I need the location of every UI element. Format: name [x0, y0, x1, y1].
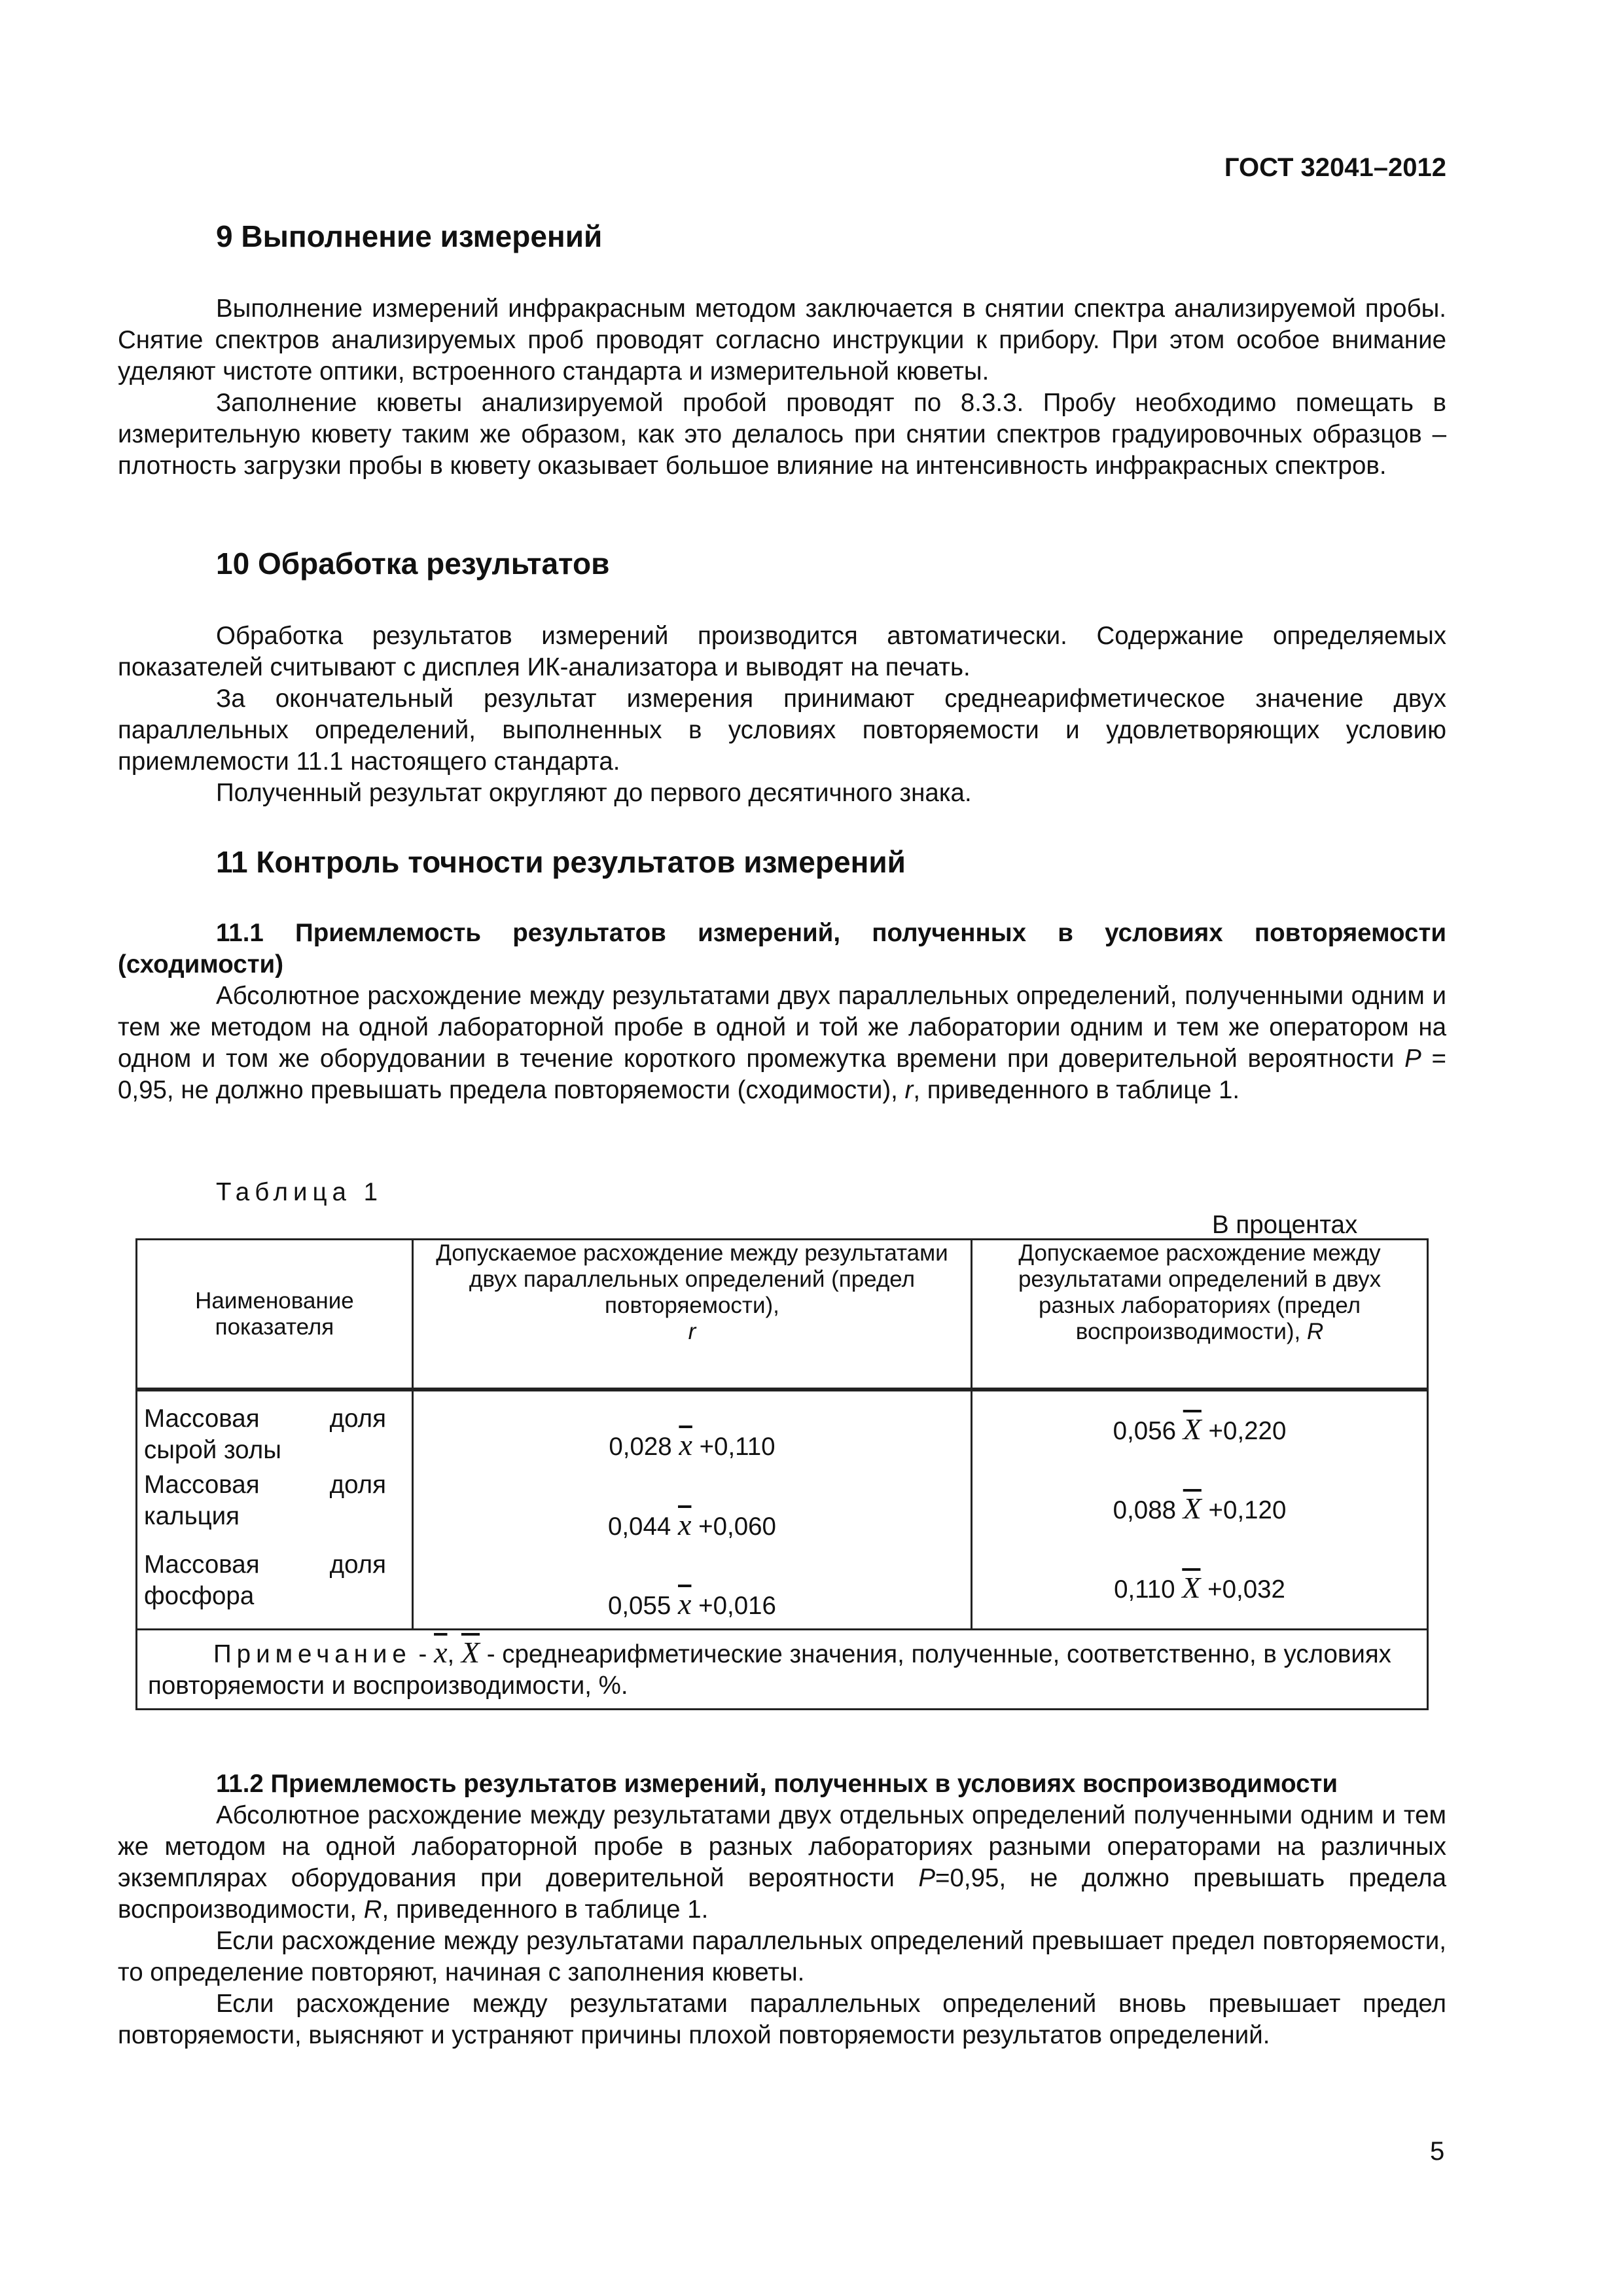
row-R-phosphorus	[972, 1549, 1428, 1629]
coefficient: 0,110	[1114, 1575, 1175, 1604]
symbol-X-bar: $\overline{X}$	[1183, 1491, 1202, 1525]
table-row	[137, 1549, 1428, 1629]
row-name-calcium	[137, 1469, 413, 1549]
text-run: Абсолютное расхождение между результатами двух параллельных определений, полученными одним и тем же методом на одной лабораторной пробе в одной и той же лаборатории одним и тем же оператором на одном и том же оборудовании в течение короткого промежутка времени при доверительной вероятности	[118, 982, 1446, 1073]
row-name-part: Массовая	[144, 1471, 260, 1499]
note-text: - среднеарифметические значения, полученные, соответственно, в условиях повторяемости и воспроизводимости, %.	[148, 1640, 1391, 1700]
header-reproducibility	[972, 1240, 1428, 1390]
row-r-phosphorus	[412, 1549, 971, 1629]
symbol-P: P	[918, 1864, 936, 1892]
table-unit: В процентах	[1212, 1211, 1358, 1239]
header-text: Допускаемое расхождение между результатами определений в двух разных лабораториях (предел воспроизводимости),	[1018, 1240, 1382, 1344]
coefficient: 0,056	[1113, 1417, 1177, 1445]
section-11-2-paragraph-1	[118, 1800, 1446, 1926]
section-10-paragraph-2: За окончательный результат измерения принимают среднеарифметическое значение двух параллельных определений, выполненных в условиях повторяемости и удовлетворяющих условию приемлемости 11.1 настоящего стандарта.	[118, 685, 1446, 776]
constant: +0,016	[698, 1591, 776, 1620]
table-note-row	[137, 1629, 1428, 1709]
note-separator: -	[411, 1640, 435, 1668]
constant: +0,220	[1208, 1417, 1287, 1445]
constant: +0,032	[1207, 1575, 1285, 1604]
row-name-part: доля	[329, 1405, 386, 1433]
section-10-body	[118, 620, 1446, 809]
row-name-part: фосфора	[144, 1582, 255, 1610]
coefficient: 0,044	[607, 1513, 671, 1541]
section-9-body	[118, 293, 1446, 482]
section-11-1-body	[118, 918, 1446, 1106]
coefficient: 0,088	[1113, 1496, 1177, 1524]
header-text: Допускаемое расхождение между результатами двух параллельных определений (предел повторяемости),	[436, 1240, 948, 1318]
row-name-phosphorus	[137, 1549, 413, 1629]
symbol-X-bar: $\overline{X}$	[461, 1635, 480, 1669]
header-name: Наименование показателя	[137, 1240, 413, 1390]
section-11-2-paragraph-3: Если расхождение между результатами параллельных определений вновь превышает предел повторяемости, выясняют и устраняют причины плохой повторяемости результатов определений.	[118, 1990, 1446, 2049]
section-9-title: 9 Выполнение измерений	[216, 219, 603, 253]
section-10-paragraph-1: Обработка результатов измерений производится автоматически. Содержание определяемых показателей считывают с дисплея ИК-анализатора и выводят на печать.	[118, 622, 1446, 681]
symbol-r: r	[904, 1076, 914, 1104]
section-11-2-title: 11.2 Приемлемость результатов измерений, полученных в условиях воспроизводимости	[216, 1770, 1338, 1798]
section-9-paragraph-2: Заполнение кюветы анализируемой пробой проводят по 8.3.3. Пробу необходимо помещать в измерительную кювету таким же образом, как это делалось при снятии спектров градуировочных образцов – плотность загрузки пробы в кювету оказывает большое влияние на интенсивность инфракрасных спектров.	[118, 389, 1446, 480]
row-name-part: доля	[329, 1551, 386, 1579]
section-11-2-paragraph-2: Если расхождение между результатами параллельных определений превышает предел повторяемости, то определение повторяют, начиная с заполнения кюветы.	[118, 1927, 1446, 1986]
coefficient: 0,055	[607, 1591, 671, 1620]
table-header-row	[137, 1240, 1428, 1390]
header-repeatability	[412, 1240, 971, 1390]
coefficient: 0,028	[609, 1433, 672, 1461]
page-number: 5	[1430, 2137, 1445, 2166]
table-1	[135, 1238, 1429, 1710]
symbol-x-bar: $\overline{x}$	[678, 1508, 692, 1541]
constant: +0,120	[1208, 1496, 1287, 1524]
section-11-title: 11 Контроль точности результатов измерений	[216, 845, 906, 879]
section-11-1-paragraph	[118, 980, 1446, 1106]
table-row	[137, 1390, 1428, 1469]
section-10-paragraph-3: Полученный результат округляют до первого десятичного знака.	[216, 779, 972, 807]
note-separator: ,	[447, 1640, 461, 1668]
row-name-part: доля	[329, 1471, 386, 1499]
symbol-P: P	[1404, 1045, 1421, 1073]
table-caption: Таблица 1	[216, 1178, 383, 1206]
text-run: Абсолютное расхождение между результатами двух отдельных определений полученными одним и тем же методом на одной лабораторной пробе в разных лабораториях разными операторами на различных экземплярах оборудования при доверительной вероятности	[118, 1801, 1446, 1892]
row-name-part: Массовая	[144, 1551, 260, 1579]
text-run: , приведенного в таблице 1.	[382, 1895, 709, 1924]
row-name-part: кальция	[144, 1502, 240, 1530]
row-R-calcium	[972, 1469, 1428, 1549]
row-name-ash	[137, 1390, 413, 1469]
table-row	[137, 1469, 1428, 1549]
symbol-X-bar: $\overline{X}$	[1183, 1412, 1202, 1446]
symbol-x-bar: $\overline{x}$	[434, 1635, 448, 1669]
row-r-calcium	[412, 1469, 971, 1549]
section-9-paragraph-1: Выполнение измерений инфракрасным методом заключается в снятии спектра анализируемой пробы. Снятие спектров анализируемых проб проводят согласно инструкции к прибору. При этом особое внимание уделяют чистоте оптики, встроенного стандарта и измерительной кюветы.	[118, 295, 1446, 386]
symbol-r: r	[688, 1319, 696, 1344]
document-code: ГОСТ 32041–2012	[1224, 153, 1446, 182]
symbol-R: R	[1307, 1319, 1324, 1344]
section-10-title: 10 Обработка результатов	[216, 547, 610, 581]
symbol-x-bar: $\overline{x}$	[678, 1587, 692, 1621]
text-run: = 0,95, не должно превышать предела повторяемости (сходимости),	[118, 1045, 1446, 1104]
table-note	[137, 1629, 1428, 1709]
constant: +0,110	[699, 1433, 776, 1461]
text-run: , приведенного в таблице 1.	[913, 1076, 1240, 1104]
row-name-part: Массовая	[144, 1405, 260, 1433]
symbol-X-bar: $\overline{X}$	[1182, 1570, 1201, 1604]
section-11-2-body	[118, 1768, 1446, 2051]
row-R-ash	[972, 1390, 1428, 1469]
symbol-R: R	[363, 1895, 382, 1924]
row-name-part: сырой золы	[144, 1436, 281, 1464]
section-11-1-title: 11.1 Приемлемость результатов измерений, полученных в условиях повторяемости (сходимости)	[118, 919, 1446, 978]
row-r-ash	[412, 1390, 971, 1469]
text-run: =0,95, не должно превышать предела воспроизводимости,	[118, 1864, 1446, 1924]
symbol-x-bar: $\overline{x}$	[679, 1428, 692, 1462]
note-label: Примечание	[213, 1640, 412, 1668]
constant: +0,060	[698, 1513, 776, 1541]
